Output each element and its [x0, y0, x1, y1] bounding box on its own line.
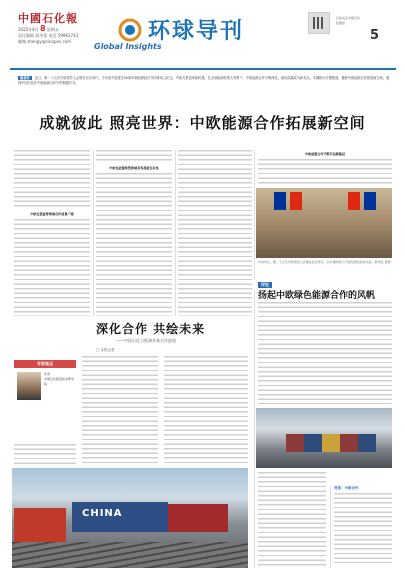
- article-column-4: [258, 150, 392, 186]
- feature-headline: 深化合作 共绘未来: [96, 322, 206, 336]
- photo-caption: 7月24日，第二十五次中欧领导人会晤在北京举行。双方重申致力于深化绿色伙伴关系。新华社 供图: [258, 260, 391, 264]
- container-row: [286, 434, 376, 452]
- date-block: [18, 26, 98, 45]
- qr-code-icon: [308, 12, 330, 34]
- expert-box-text: [14, 444, 76, 464]
- author-label: 作者: [44, 372, 51, 376]
- date-day: 8: [40, 24, 46, 33]
- section-subtitle: Global Insights: [94, 42, 162, 51]
- bottom-article-text: [258, 472, 326, 568]
- editor-note: [18, 76, 390, 104]
- author-portrait: [17, 372, 41, 400]
- feature-column-1: [82, 356, 158, 464]
- editor-note-text: 近日，第二十五次中欧领导人会晤在北京举行。今年是中欧建交50周年和欧洲经济共同体成立纪念，中欧关系迎来新机遇。在全球能源转型大背景下，中欧能源合作不断深化，绿色低碳成为新亮点。本期推出专题报道，聚焦中欧能源合作拓展新空间，展现中国石化在中欧能源合作中的积极作为。: [18, 76, 390, 85]
- freight-train-photo: [12, 468, 248, 568]
- editor-info: 责任编辑 蒋芙蓉 电话 59963743: [18, 33, 79, 38]
- feature-subtitle: ——中国石化与欧洲业务合作进展: [116, 338, 176, 343]
- background-sidebar: [330, 486, 394, 568]
- qr-caption: 扫码关注中国石化报微信: [336, 16, 361, 25]
- sidebar-title: 背景：中欧合作: [334, 486, 359, 490]
- locomotive: [14, 508, 66, 542]
- editor-note-tag: 编者按: [20, 76, 30, 80]
- author-affiliation: 中国石化经济技术研究院: [44, 377, 75, 386]
- expert-box: [14, 360, 76, 440]
- commentary-body: [258, 302, 392, 404]
- main-headline: 成就彼此 照亮世界：中欧能源合作拓展新空间: [39, 114, 366, 132]
- article-column-1: [14, 150, 90, 316]
- feature-byline: □ 本报记者: [96, 348, 115, 352]
- date-line: 2025年8月: [18, 27, 39, 32]
- header-divider: [10, 68, 396, 70]
- editor-email: 邮箱 zhengy@sinopec.com: [18, 39, 71, 44]
- column-divider: [175, 150, 176, 316]
- rail-yard-photo: [256, 408, 392, 468]
- article-column-3: [178, 150, 252, 316]
- eu-flag: [274, 192, 286, 210]
- masthead: [8, 6, 398, 68]
- rail-tracks: [12, 542, 248, 568]
- section-heading-4: 中欧能源合作不断开拓新路径: [304, 152, 346, 156]
- china-flag: [348, 192, 360, 210]
- column-divider: [93, 150, 94, 316]
- china-flag: [290, 192, 302, 210]
- section-title: 环球导刊: [148, 19, 245, 44]
- section-heading-1: 中欧在氢能等领域合作前景广阔: [30, 212, 74, 216]
- meeting-photo: [256, 188, 392, 258]
- container-label: CHINA: [82, 508, 123, 519]
- commentary-tag: 评论: [258, 282, 272, 288]
- section-title-block: [108, 8, 308, 44]
- column-divider: [254, 150, 255, 280]
- eu-flag: [364, 192, 376, 210]
- commentary-title: 扬起中欧绿色能源合作的风帆: [258, 291, 376, 301]
- container-red: [168, 504, 228, 532]
- article-column-2: [96, 150, 172, 316]
- column-divider: [254, 290, 255, 568]
- feature-column-2: [164, 356, 248, 464]
- author-info: [44, 372, 76, 387]
- swirl-logo-icon: [116, 18, 144, 42]
- expert-box-header: 专家视点: [14, 360, 76, 368]
- page-number: 5: [370, 28, 380, 43]
- section-heading-2: 中欧在能源转型领域具有高度互补性: [109, 166, 159, 170]
- sidebar-text: [334, 493, 392, 563]
- weekday: 星期五: [46, 27, 59, 32]
- newspaper-logo: 中國石化報: [18, 12, 78, 25]
